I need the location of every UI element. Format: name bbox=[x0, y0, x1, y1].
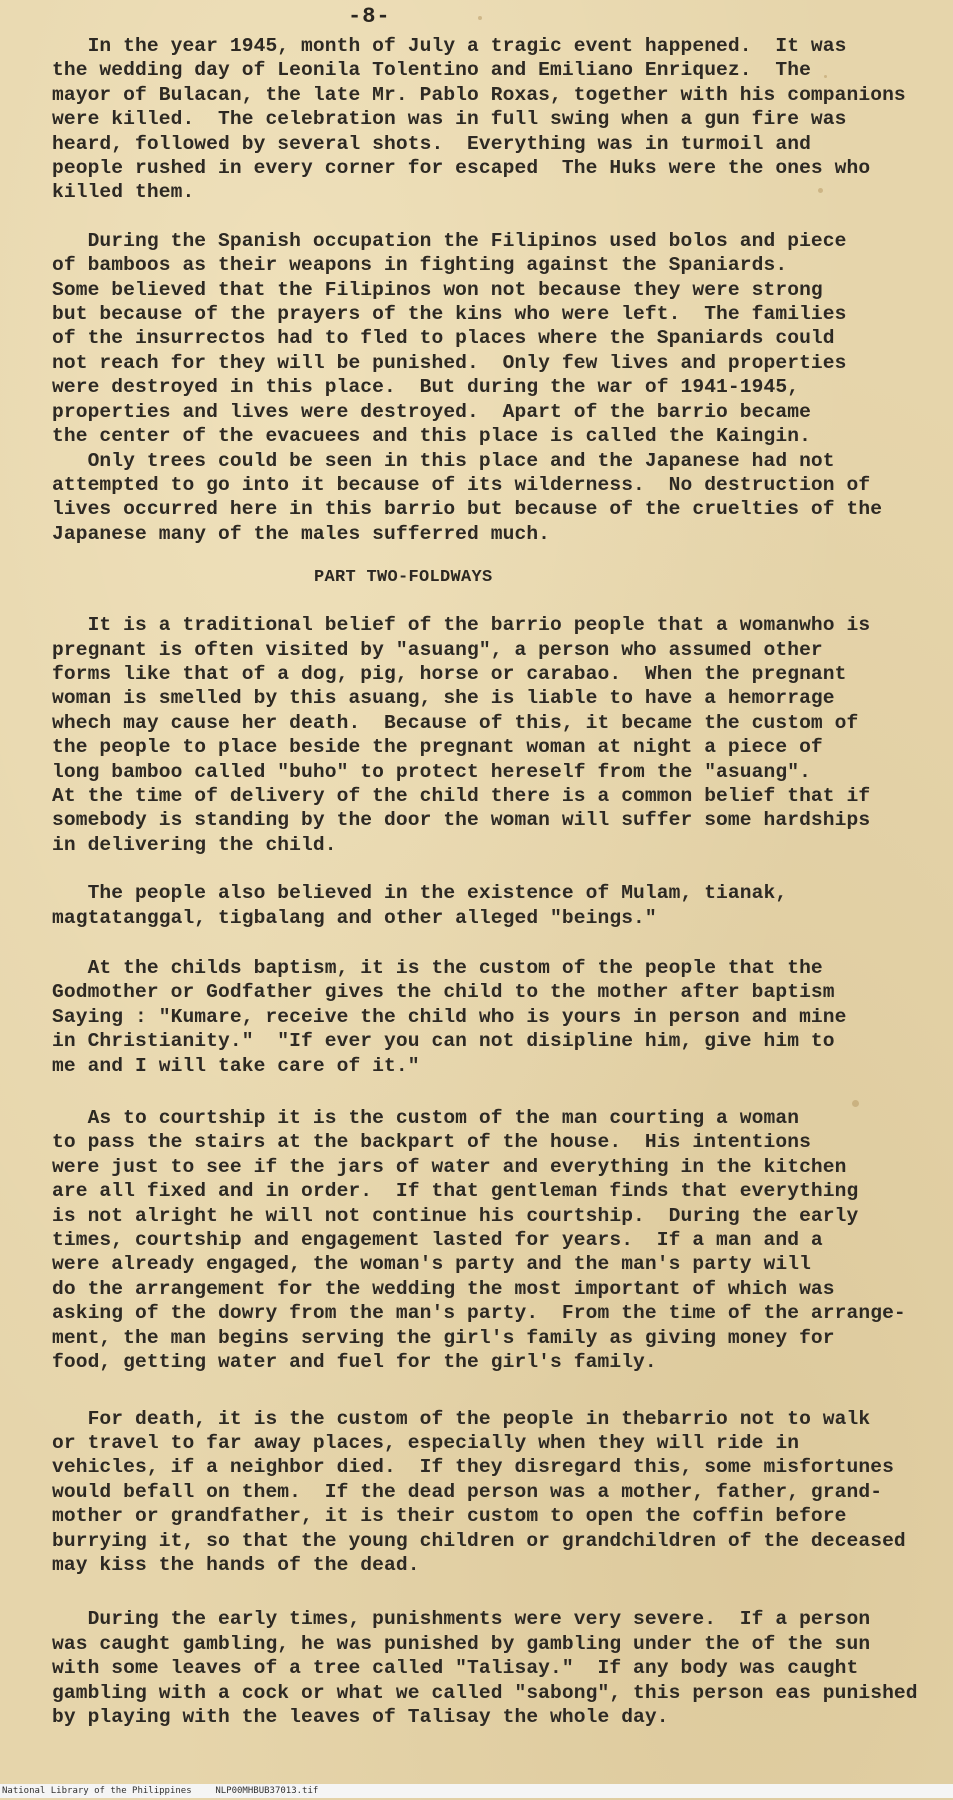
paragraph-asuang-belief: It is a traditional belief of the barrio people that a womanwho is pregnant is often visited by "asuang", a person who assumed other forms like that of a dog, pig, horse or carabao. When the pregnant woman is smelled by this asuang, she is liable to have a hemorrage whech may cause her death. Because of this, it became the custom of the people to place beside the pregnant woman at night a piece of long bamboo called "buho" to protect hereself from the "asuang". At the time of delivery of the child there is a common belief that if somebody is standing by the door the woman will suffer some hardships in delivering the child. bbox=[52, 614, 871, 856]
paragraph-tragic-event: In the year 1945, month of July a tragic event happened. It was the wedding day of Leonila Tolentino and Emiliano Enriquez. The mayor of Bulacan, the late Mr. Pablo Roxas, together with his companions were killed. The celebration was in full swing when a gun fire was heard, followed by several shots. Everything was in turmoil and people rushed in every corner for escaped The Huks were the ones who killed them. bbox=[52, 35, 906, 204]
paragraph-beings: The people also believed in the existence of Mulam, tianak, magtatanggal, tigbalang and other alleged "beings." bbox=[52, 882, 788, 929]
paragraph-japanese-occupation: Only trees could be seen in this place and the Japanese had not attempted to go into it because of its wilderness. No destruction of lives occurred here in this barrio but because of the cruelties of the Japanese many of the males sufferred much. bbox=[52, 449, 883, 545]
section-heading: PART TWO-FOLDWAYS bbox=[314, 568, 493, 588]
page-number: -8- bbox=[348, 4, 391, 29]
footer-library-name: National Library of the Philippines bbox=[2, 1786, 192, 1796]
paragraph-spanish-occupation: During the Spanish occupation the Filipinos used bolos and piece of bamboos as their weapons in fighting against the Spaniards. Some believed that the Filipinos won not because they were strong but because of the prayers of the kins who were left. The families of the insurrectos had to fled to places where the Spaniards could not reach for they will be punished. Only few lives and properties were destroyed in this place. But during the war of 1941-1945, properties and lives were destroyed. Apart of the barrio became the center of the evacuees and this place is called the Kaingin. bbox=[52, 229, 847, 448]
paragraph-courtship: As to courtship it is the custom of the man courting a woman to pass the stairs at the backpart of the house. His intentions were just to see if the jars of water and everything in the kitchen are all fixed and in order. If that gentleman finds that everything is not alright he will not continue his courtship. During the early times, courtship and engagement lasted for years. If a man and a were already engaged, the woman's party and the man's party will do the arrangement for the wedding the most important of which was asking of the dowry from the man's party. From the time of the arrange- ment, the man begins serving the girl's family as giving money for food, getting water and fuel for the girl's family. bbox=[52, 1107, 906, 1374]
document-body bbox=[52, 34, 932, 1729]
paragraph-punishments: During the early times, punishments were very severe. If a person was caught gambling, he was punished by gambling under the of the sun with some leaves of a tree called "Talisay." If any body was caught gambling with a cock or what we called "sabong", this person eas punished by playing with the leaves of Talisay the whole day. bbox=[52, 1608, 918, 1728]
paragraph-baptism: At the childs baptism, it is the custom of the people that the Godmother or Godfather gives the child to the mother after baptism Saying : "Kumare, receive the child who is yours in person and mine in Christianity." "If ever you can not disipline him, give him to me and I will take care of it." bbox=[52, 957, 847, 1077]
footer-file-name: NLP00MHBUB37013.tif bbox=[215, 1786, 319, 1796]
paragraph-death-customs: For death, it is the custom of the people in thebarrio not to walk or travel to far away places, especially when they will ride in vehicles, if a neighbor died. If they disregard this, some misfortunes would befall on them. If the dead person was a mother, father, grand- mother or grandfather, it is their custom to open the coffin before burrying it, so that the young children or grandchildren of the deceased may kiss the hands of the dead. bbox=[52, 1407, 906, 1576]
scan-footer bbox=[0, 1784, 953, 1798]
paper-speck bbox=[478, 16, 482, 20]
